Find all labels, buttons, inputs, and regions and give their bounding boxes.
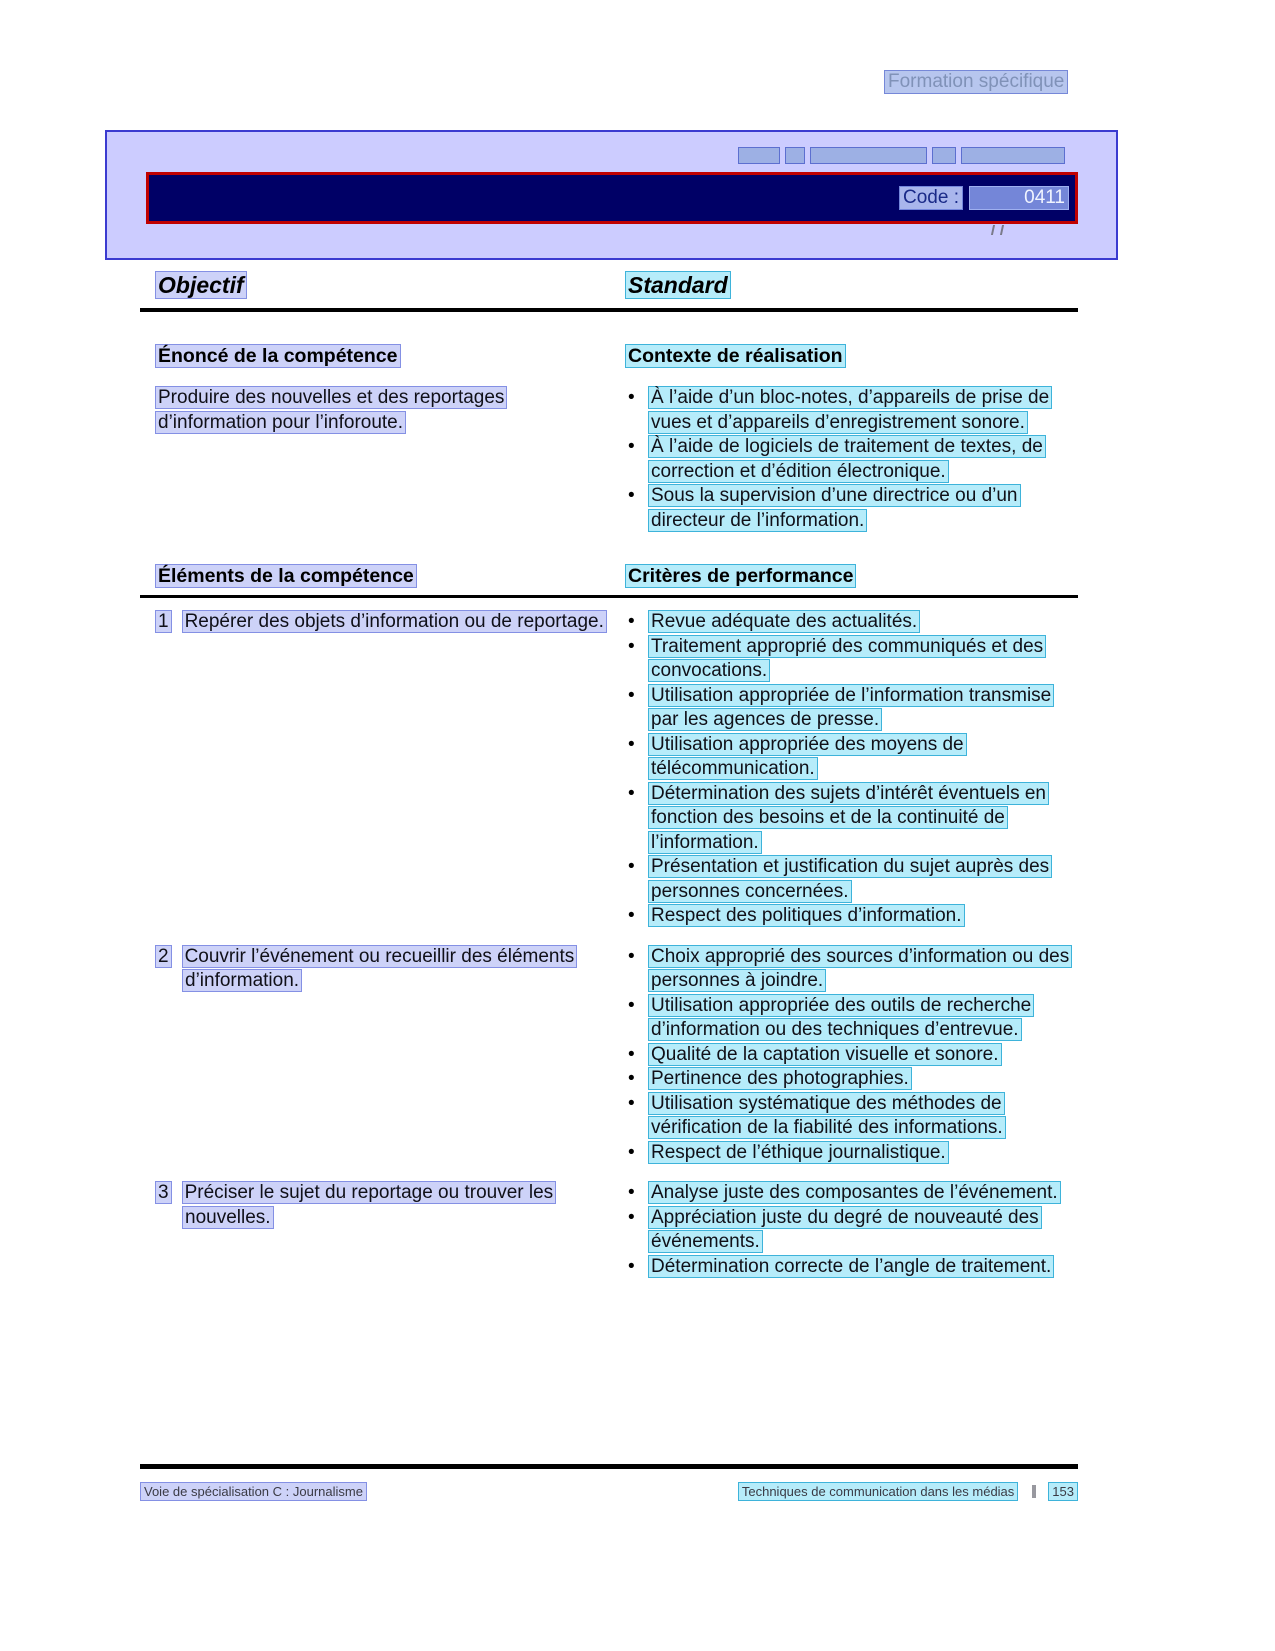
section1-body-row (140, 386, 1078, 533)
bullet-marker: • (628, 1255, 635, 1277)
objectif-cell (140, 272, 625, 299)
item-text: Couvrir l’événement ou recueillir des éléments d’information. (182, 945, 578, 993)
content-area (140, 272, 1078, 1295)
bullet-marker: • (628, 1182, 635, 1203)
bullet-item (625, 684, 1078, 733)
bullet-item (625, 1043, 1078, 1068)
enonce-heading: Énoncé de la compétence (155, 344, 401, 368)
context-bullet-list (625, 386, 1078, 533)
bullet-text: Respect des politiques d’information. (648, 904, 965, 927)
bullet-text: Traitement approprié des communiqués et des convocations. (648, 635, 1046, 683)
footer-separator (1032, 1485, 1036, 1498)
bullet-text: Revue adéquate des actualités. (648, 610, 920, 633)
bullet-marker: • (628, 1092, 635, 1114)
bullet-marker: • (628, 1043, 635, 1065)
bullet-text: Qualité de la captation visuelle et sonore. (648, 1043, 1002, 1066)
item-text: Repérer des objets d’information ou de reportage. (182, 610, 607, 633)
bullet-item (625, 994, 1078, 1043)
criteres-heading-cell (625, 565, 1078, 588)
bullet-item (625, 1067, 1078, 1092)
element-row (140, 1181, 1078, 1279)
bullet-text: Pertinence des photographies. (648, 1067, 912, 1090)
bullet-item (625, 610, 1078, 635)
bullet-item (625, 733, 1078, 782)
bullet-item (625, 635, 1078, 684)
header-bar-segment (810, 147, 927, 164)
code-label: Code : (899, 186, 963, 210)
stray-mark (991, 225, 1004, 235)
bullet-text: Respect de l’éthique journalistique. (648, 1141, 949, 1164)
elements-heading-cell (140, 565, 625, 588)
bullet-text: Sous la supervision d’une directrice ou d’un directeur de l’information. (648, 484, 1021, 532)
enonce-heading-cell (140, 345, 625, 368)
criteria-bullet-list (625, 1181, 1078, 1279)
elements-list (140, 610, 1078, 1279)
bullet-marker: • (628, 387, 635, 408)
criteres-heading: Critères de performance (625, 564, 856, 588)
header-bar-segment (961, 147, 1065, 164)
bullet-marker: • (628, 635, 635, 657)
bullet-text: Détermination des sujets d’intérêt éventuels en fonction des besoins et de la continuité de l’information. (648, 782, 1049, 854)
bullet-text: À l’aide d’un bloc-notes, d’appareils de prise de vues et d’appareils d’enregistrement sonore. (648, 386, 1052, 434)
footer-right: Techniques de communication dans les médias (738, 1482, 1018, 1501)
header-box (105, 130, 1118, 260)
element-row (140, 610, 1078, 929)
bullet-marker: • (628, 485, 635, 506)
element-text-cell (140, 945, 625, 1166)
bullet-text: Utilisation appropriée des outils de recherche d’information ou des techniques d’entrevue. (648, 994, 1034, 1042)
header-bar-segment (738, 147, 780, 164)
bullet-text: Utilisation appropriée de l’information transmise par les agences de presse. (648, 684, 1054, 732)
bullet-item (625, 1141, 1078, 1166)
bullet-text: Présentation et justification du sujet auprès des personnes concernées. (648, 855, 1052, 903)
bullet-item (625, 386, 1078, 435)
section1-headings-row (140, 345, 1078, 368)
bullet-marker: • (628, 436, 635, 457)
header-bar-segment (785, 147, 805, 164)
bullet-text: Utilisation appropriée des moyens de télécommunication. (648, 733, 967, 781)
bullet-marker: • (628, 782, 635, 804)
page-footer (140, 1464, 1078, 1501)
contexte-heading-cell (625, 345, 1078, 368)
bullet-item (625, 945, 1078, 994)
code-value-field: 0411 (969, 186, 1069, 210)
item-number: 2 (155, 945, 172, 968)
bullet-text: Choix approprié des sources d’information ou des personnes à joindre. (648, 945, 1072, 993)
bullet-text: Utilisation systématique des méthodes de vérification de la fiabilité des informations. (648, 1092, 1006, 1140)
item-text: Préciser le sujet du reportage ou trouver les nouvelles. (182, 1181, 557, 1229)
criteria-bullets-cell (625, 1181, 1078, 1279)
element-text-cell (140, 1181, 625, 1279)
bullet-marker: • (628, 994, 635, 1016)
context-bullets-cell (625, 386, 1078, 533)
bullet-marker: • (628, 905, 635, 926)
criteria-bullets-cell (625, 945, 1078, 1166)
elements-heading: Éléments de la compétence (155, 564, 417, 588)
bullet-marker: • (628, 1141, 635, 1163)
bullet-item (625, 855, 1078, 904)
bullet-marker: • (628, 684, 635, 706)
contexte-heading: Contexte de réalisation (625, 344, 846, 368)
criteria-bullet-list (625, 610, 1078, 929)
bullet-marker: • (628, 945, 635, 967)
bullet-text: Appréciation juste du degré de nouveauté des événements. (648, 1206, 1042, 1254)
element-row (140, 945, 1078, 1166)
bullet-marker: • (628, 1068, 635, 1089)
bullet-marker: • (628, 1206, 635, 1228)
standard-title: Standard (625, 271, 731, 299)
bullet-item (625, 1181, 1078, 1206)
competence-statement-cell (140, 386, 625, 533)
standard-cell (625, 272, 1078, 299)
criteria-bullets-cell (625, 610, 1078, 929)
footer-left: Voie de spécialisation C : Journalisme (140, 1482, 367, 1501)
item-number: 3 (155, 1181, 172, 1204)
column-titles-row (140, 272, 1078, 312)
title-banner (146, 172, 1078, 224)
criteria-bullet-list (625, 945, 1078, 1166)
bullet-item (625, 1206, 1078, 1255)
header-bar-segment (932, 147, 956, 164)
bullet-marker: • (628, 856, 635, 877)
page-tag: Formation spécifique (884, 70, 1068, 94)
bullet-item (625, 904, 1078, 929)
header-bar (738, 147, 1065, 164)
bullet-text: Détermination correcte de l’angle de traitement. (648, 1255, 1054, 1278)
bullet-item (625, 484, 1078, 533)
bullet-item (625, 1255, 1078, 1280)
bullet-item (625, 782, 1078, 856)
bullet-marker: • (628, 611, 635, 632)
page-number: 153 (1048, 1482, 1078, 1501)
competence-statement: Produire des nouvelles et des reportages d’information pour l’inforoute. (155, 386, 507, 434)
bullet-item (625, 1092, 1078, 1141)
bullet-text: Analyse juste des composantes de l’événement. (648, 1181, 1061, 1204)
bullet-text: À l’aide de logiciels de traitement de textes, de correction et d’édition électronique. (648, 435, 1046, 483)
section2-headings-row (140, 565, 1078, 598)
bullet-item (625, 435, 1078, 484)
objectif-title: Objectif (155, 271, 247, 299)
element-text-cell (140, 610, 625, 929)
item-number: 1 (155, 610, 172, 633)
bullet-marker: • (628, 733, 635, 755)
